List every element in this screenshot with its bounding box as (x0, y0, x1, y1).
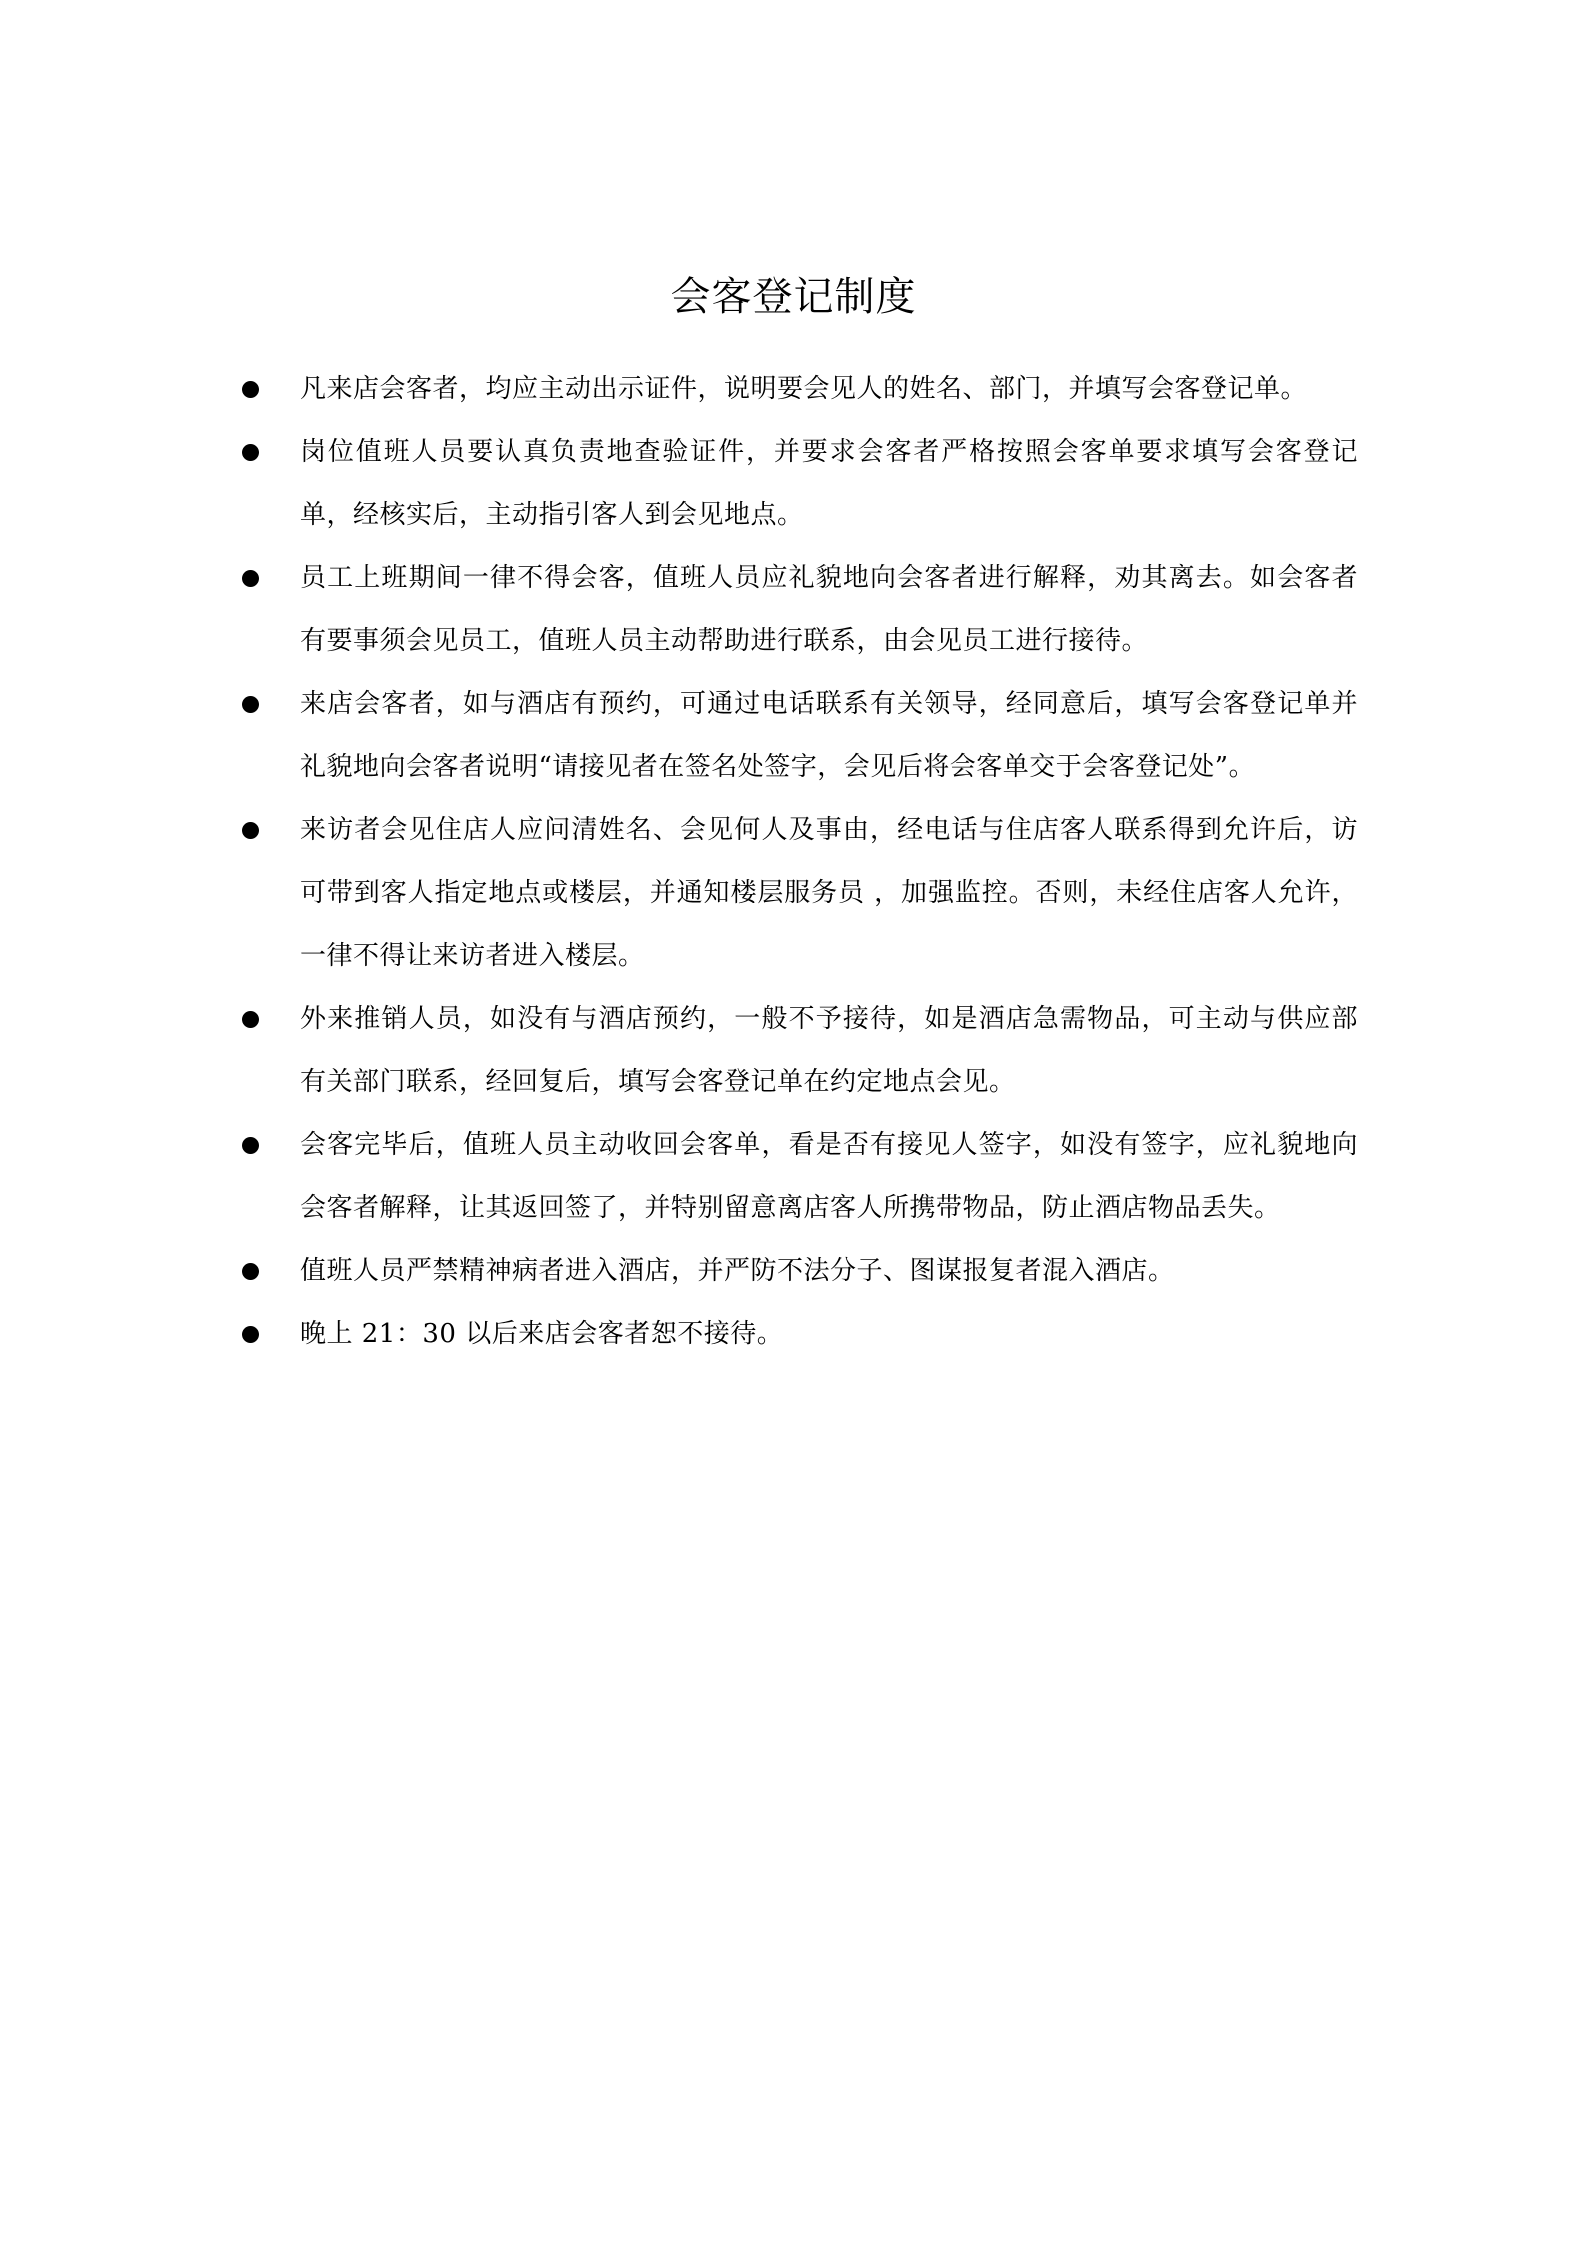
bullet-icon (242, 444, 259, 461)
list-item (238, 799, 1358, 988)
bullet-icon (242, 1263, 259, 1280)
bullet-icon (242, 570, 259, 587)
rule-text: 外来推销人员，如没有与酒店预约，一般不予接待，如是酒店急需物品，可主动与供应部有关部门联系，经回复后，填写会客登记单在约定地点会见。 (300, 1004, 1358, 1097)
bullet-icon (242, 1326, 259, 1343)
rule-text: 岗位值班人员要认真负责地查验证件，并要求会客者严格按照会客单要求填写会客登记单，经核实后，主动指引客人到会见地点。 (300, 437, 1358, 530)
rule-text: 来访者会见住店人应问清姓名、会见何人及事由，经电话与住店客人联系得到允许后，访可带到客人指定地点或楼层，并通知楼层服务员 ，加强监控。否则，未经住店客人允许，一律不得让来访者进入楼层。 (300, 815, 1358, 971)
rule-text: 会客完毕后，值班人员主动收回会客单，看是否有接见人签字，如没有签字，应礼貌地向会客者解释，让其返回签了，并特别留意离店客人所携带物品，防止酒店物品丢失。 (300, 1130, 1358, 1223)
list-item (238, 358, 1358, 421)
rule-text: 值班人员严禁精神病者进入酒店，并严防不法分子、图谋报复者混入酒店。 (300, 1256, 1175, 1286)
list-item (238, 673, 1358, 799)
rule-text: 凡来店会客者，均应主动出示证件，说明要会见人的姓名、部门，并填写会客登记单。 (300, 374, 1308, 404)
bullet-icon (242, 381, 259, 398)
rule-text: 晚上 21：30 以后来店会客者恕不接待。 (300, 1319, 784, 1349)
list-item (238, 1303, 1358, 1366)
rules-list (238, 358, 1358, 1366)
list-item (238, 1114, 1358, 1240)
bullet-icon (242, 822, 259, 839)
rule-text: 员工上班期间一律不得会客，值班人员应礼貌地向会客者进行解释，劝其离去。如会客者有要事须会见员工，值班人员主动帮助进行联系，由会见员工进行接待。 (300, 563, 1358, 656)
list-item (238, 421, 1358, 547)
bullet-icon (242, 696, 259, 713)
list-item (238, 547, 1358, 673)
rule-text: 来店会客者，如与酒店有预约，可通过电话联系有关领导，经同意后，填写会客登记单并礼貌地向会客者说明“请接见者在签名处签字，会见后将会客单交于会客登记处”。 (300, 689, 1358, 782)
page-title: 会客登记制度 (670, 274, 917, 320)
list-item (238, 988, 1358, 1114)
bullet-icon (242, 1137, 259, 1154)
bullet-icon (242, 1011, 259, 1028)
list-item (238, 1240, 1358, 1303)
